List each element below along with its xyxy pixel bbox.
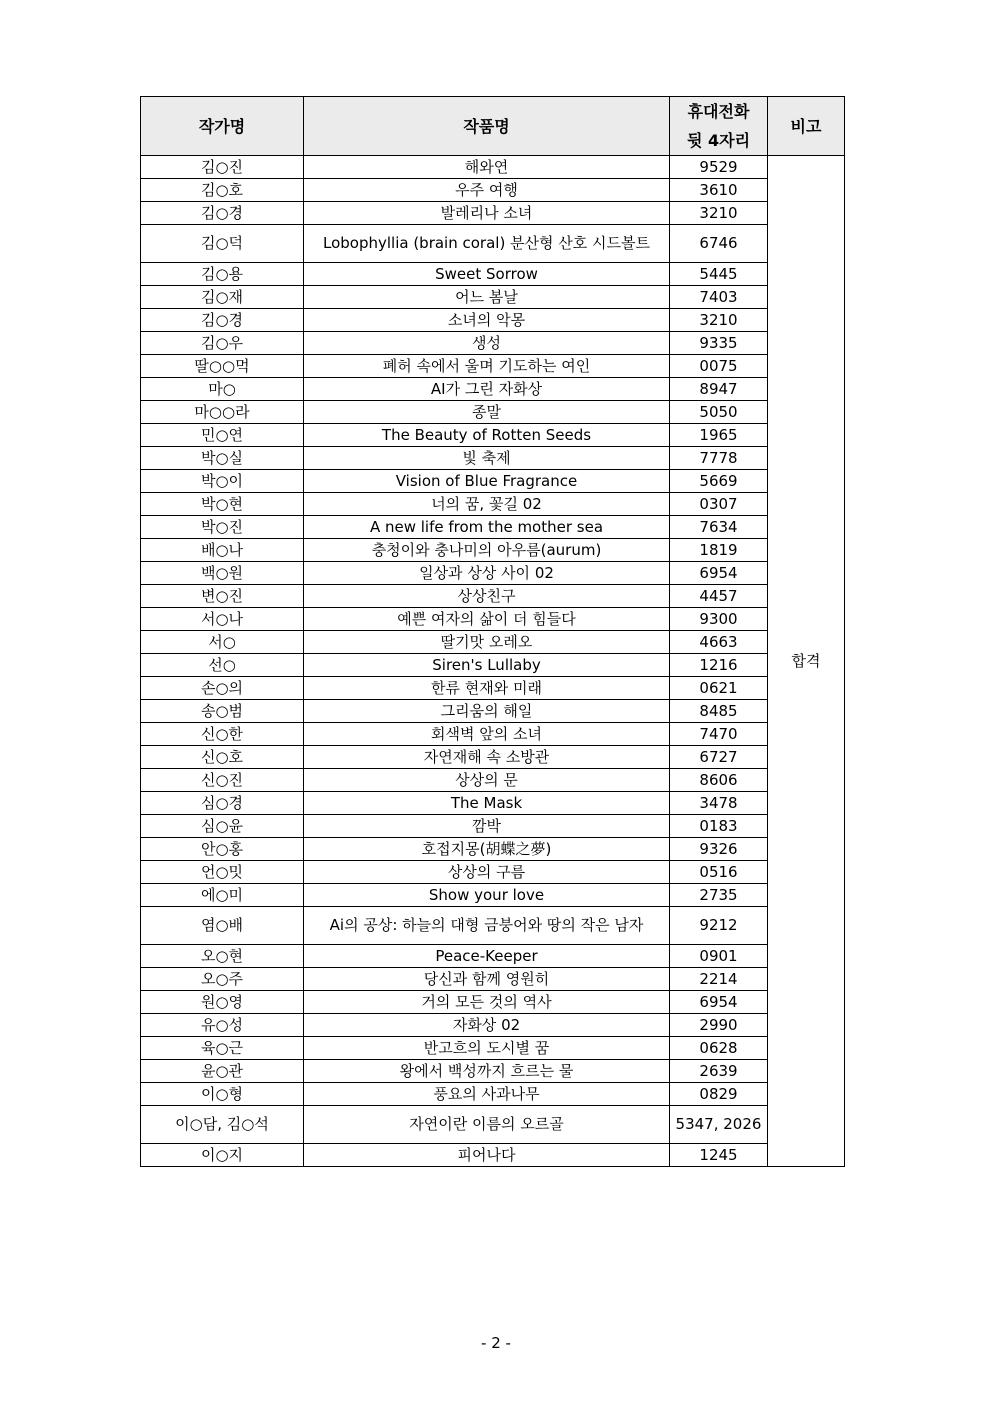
table-row <box>141 286 845 309</box>
author-cell: 마○ <box>141 378 304 401</box>
phone-cell: 0307 <box>670 493 768 516</box>
author-cell: 김○재 <box>141 286 304 309</box>
table-row <box>141 424 845 447</box>
author-cell: 김○진 <box>141 156 304 179</box>
table-row <box>141 654 845 677</box>
phone-cell: 1245 <box>670 1144 768 1167</box>
phone-cell: 9300 <box>670 608 768 631</box>
table-row <box>141 746 845 769</box>
author-cell: 이○형 <box>141 1083 304 1106</box>
phone-cell: 5445 <box>670 263 768 286</box>
table-row <box>141 516 845 539</box>
author-cell: 신○호 <box>141 746 304 769</box>
title-cell: 일상과 상상 사이 02 <box>304 562 670 585</box>
phone-cell: 7634 <box>670 516 768 539</box>
author-cell: 오○주 <box>141 968 304 991</box>
table-row <box>141 1083 845 1106</box>
author-cell: 손○의 <box>141 677 304 700</box>
author-cell: 송○범 <box>141 700 304 723</box>
author-cell: 이○담, 김○석 <box>141 1106 304 1144</box>
author-cell: 심○경 <box>141 792 304 815</box>
phone-cell: 0901 <box>670 945 768 968</box>
table-header-row <box>141 97 845 156</box>
title-cell: 딸기맛 오레오 <box>304 631 670 654</box>
table-row <box>141 493 845 516</box>
phone-cell: 1819 <box>670 539 768 562</box>
title-cell: 자화상 02 <box>304 1014 670 1037</box>
phone-cell: 2214 <box>670 968 768 991</box>
table-row <box>141 945 845 968</box>
author-cell: 서○ <box>141 631 304 654</box>
table-row <box>141 631 845 654</box>
title-cell: 폐허 속에서 울며 기도하는 여인 <box>304 355 670 378</box>
title-cell: 거의 모든 것의 역사 <box>304 991 670 1014</box>
phone-cell: 0183 <box>670 815 768 838</box>
remark-cell: 합격 <box>768 156 845 1167</box>
table-row <box>141 355 845 378</box>
title-cell: The Mask <box>304 792 670 815</box>
table-row <box>141 309 845 332</box>
phone-cell: 5669 <box>670 470 768 493</box>
table-row <box>141 991 845 1014</box>
phone-cell: 3610 <box>670 179 768 202</box>
header-title: 작품명 <box>304 97 670 156</box>
phone-cell: 0829 <box>670 1083 768 1106</box>
phone-cell: 9326 <box>670 838 768 861</box>
title-cell: Siren's Lullaby <box>304 654 670 677</box>
title-cell: 피어나다 <box>304 1144 670 1167</box>
phone-cell: 8606 <box>670 769 768 792</box>
author-cell: 박○진 <box>141 516 304 539</box>
phone-cell: 6954 <box>670 991 768 1014</box>
title-cell: 당신과 함께 영원히 <box>304 968 670 991</box>
author-cell: 김○경 <box>141 202 304 225</box>
title-cell: 상상친구 <box>304 585 670 608</box>
table-row <box>141 202 845 225</box>
table-row <box>141 769 845 792</box>
table-row <box>141 815 845 838</box>
title-cell: A new life from the mother sea <box>304 516 670 539</box>
phone-cell: 2735 <box>670 884 768 907</box>
table-row <box>141 700 845 723</box>
phone-cell: 8485 <box>670 700 768 723</box>
author-cell: 염○배 <box>141 907 304 945</box>
title-cell: 빛 축제 <box>304 447 670 470</box>
author-cell: 김○용 <box>141 263 304 286</box>
header-phone-line2: 뒷 4자리 <box>686 131 751 150</box>
phone-cell: 4457 <box>670 585 768 608</box>
title-cell: Sweet Sorrow <box>304 263 670 286</box>
title-cell: 우주 여행 <box>304 179 670 202</box>
phone-cell: 0628 <box>670 1037 768 1060</box>
author-cell: 박○실 <box>141 447 304 470</box>
page-number: - 2 - <box>481 1334 511 1352</box>
table-row <box>141 1060 845 1083</box>
table-row <box>141 156 845 179</box>
author-cell: 김○경 <box>141 309 304 332</box>
phone-cell: 0621 <box>670 677 768 700</box>
author-cell: 마○○라 <box>141 401 304 424</box>
author-cell: 오○현 <box>141 945 304 968</box>
author-cell: 김○덕 <box>141 225 304 263</box>
title-cell: 어느 봄날 <box>304 286 670 309</box>
author-cell: 이○지 <box>141 1144 304 1167</box>
table-row <box>141 677 845 700</box>
table-row <box>141 907 845 945</box>
phone-cell: 2639 <box>670 1060 768 1083</box>
phone-cell: 6954 <box>670 562 768 585</box>
author-cell: 박○이 <box>141 470 304 493</box>
table-row <box>141 1106 845 1144</box>
title-cell: Peace-Keeper <box>304 945 670 968</box>
phone-cell: 7470 <box>670 723 768 746</box>
phone-cell: 1216 <box>670 654 768 677</box>
author-cell: 김○호 <box>141 179 304 202</box>
title-cell: AI가 그린 자화상 <box>304 378 670 401</box>
title-cell: 반고흐의 도시별 꿈 <box>304 1037 670 1060</box>
title-cell: The Beauty of Rotten Seeds <box>304 424 670 447</box>
artwork-results-table <box>140 96 845 1167</box>
phone-cell: 0075 <box>670 355 768 378</box>
author-cell: 윤○관 <box>141 1060 304 1083</box>
author-cell: 신○진 <box>141 769 304 792</box>
author-cell: 백○원 <box>141 562 304 585</box>
title-cell: 소녀의 악몽 <box>304 309 670 332</box>
title-cell: 그리움의 해일 <box>304 700 670 723</box>
phone-cell: 3210 <box>670 202 768 225</box>
table-row <box>141 838 845 861</box>
table-row <box>141 447 845 470</box>
phone-cell: 7778 <box>670 447 768 470</box>
title-cell: 회색벽 앞의 소녀 <box>304 723 670 746</box>
table-row <box>141 792 845 815</box>
title-cell: 생성 <box>304 332 670 355</box>
author-cell: 에○미 <box>141 884 304 907</box>
table-row <box>141 723 845 746</box>
title-cell: 충청이와 충나미의 아우름(aurum) <box>304 539 670 562</box>
header-phone <box>670 97 768 156</box>
phone-cell: 4663 <box>670 631 768 654</box>
phone-cell: 6727 <box>670 746 768 769</box>
author-cell: 신○한 <box>141 723 304 746</box>
title-cell: 깜박 <box>304 815 670 838</box>
phone-cell: 7403 <box>670 286 768 309</box>
table-row <box>141 884 845 907</box>
title-cell: Vision of Blue Fragrance <box>304 470 670 493</box>
table-row <box>141 968 845 991</box>
table-row <box>141 608 845 631</box>
title-cell: 왕에서 백성까지 흐르는 물 <box>304 1060 670 1083</box>
table-row <box>141 539 845 562</box>
author-cell: 서○나 <box>141 608 304 631</box>
title-cell: 자연재해 속 소방관 <box>304 746 670 769</box>
author-cell: 원○영 <box>141 991 304 1014</box>
table-row <box>141 401 845 424</box>
title-cell: Ai의 공상: 하늘의 대형 금붕어와 땅의 작은 남자 <box>304 907 670 945</box>
author-cell: 심○윤 <box>141 815 304 838</box>
table-row <box>141 585 845 608</box>
title-cell: 종말 <box>304 401 670 424</box>
table-row <box>141 378 845 401</box>
author-cell: 안○홍 <box>141 838 304 861</box>
table-row <box>141 1037 845 1060</box>
title-cell: 풍요의 사과나무 <box>304 1083 670 1106</box>
table-row <box>141 263 845 286</box>
title-cell: 상상의 문 <box>304 769 670 792</box>
phone-cell: 9335 <box>670 332 768 355</box>
header-remark: 비고 <box>768 97 845 156</box>
author-cell: 육○근 <box>141 1037 304 1060</box>
phone-cell: 9529 <box>670 156 768 179</box>
phone-cell: 8947 <box>670 378 768 401</box>
phone-cell: 0516 <box>670 861 768 884</box>
author-cell: 유○성 <box>141 1014 304 1037</box>
author-cell: 선○ <box>141 654 304 677</box>
header-phone-line1: 휴대전화 <box>687 102 750 121</box>
title-cell: 발레리나 소녀 <box>304 202 670 225</box>
author-cell: 민○연 <box>141 424 304 447</box>
phone-cell: 3210 <box>670 309 768 332</box>
phone-cell: 5050 <box>670 401 768 424</box>
author-cell: 변○진 <box>141 585 304 608</box>
header-author: 작가명 <box>141 97 304 156</box>
title-cell: 예쁜 여자의 삶이 더 힘들다 <box>304 608 670 631</box>
author-cell: 언○밋 <box>141 861 304 884</box>
title-cell: 자연이란 이름의 오르골 <box>304 1106 670 1144</box>
phone-cell: 3478 <box>670 792 768 815</box>
phone-cell: 2990 <box>670 1014 768 1037</box>
author-cell: 배○나 <box>141 539 304 562</box>
phone-cell: 6746 <box>670 225 768 263</box>
title-cell: 한류 현재와 미래 <box>304 677 670 700</box>
table-row <box>141 179 845 202</box>
phone-cell: 1965 <box>670 424 768 447</box>
title-cell: 호접지몽(胡蝶之夢) <box>304 838 670 861</box>
title-cell: 상상의 구름 <box>304 861 670 884</box>
title-cell: Show your love <box>304 884 670 907</box>
table-row <box>141 1144 845 1167</box>
title-cell: 해와연 <box>304 156 670 179</box>
table-row <box>141 1014 845 1037</box>
author-cell: 김○우 <box>141 332 304 355</box>
author-cell: 딸○○먹 <box>141 355 304 378</box>
table-row <box>141 562 845 585</box>
title-cell: Lobophyllia (brain coral) 분산형 산호 시드볼트 <box>304 225 670 263</box>
table-body <box>141 156 845 1167</box>
table-row <box>141 470 845 493</box>
table-row <box>141 861 845 884</box>
title-cell: 너의 꿈, 꽃길 02 <box>304 493 670 516</box>
author-cell: 박○현 <box>141 493 304 516</box>
table-row <box>141 332 845 355</box>
phone-cell: 5347, 2026 <box>670 1106 768 1144</box>
phone-cell: 9212 <box>670 907 768 945</box>
table-row <box>141 225 845 263</box>
